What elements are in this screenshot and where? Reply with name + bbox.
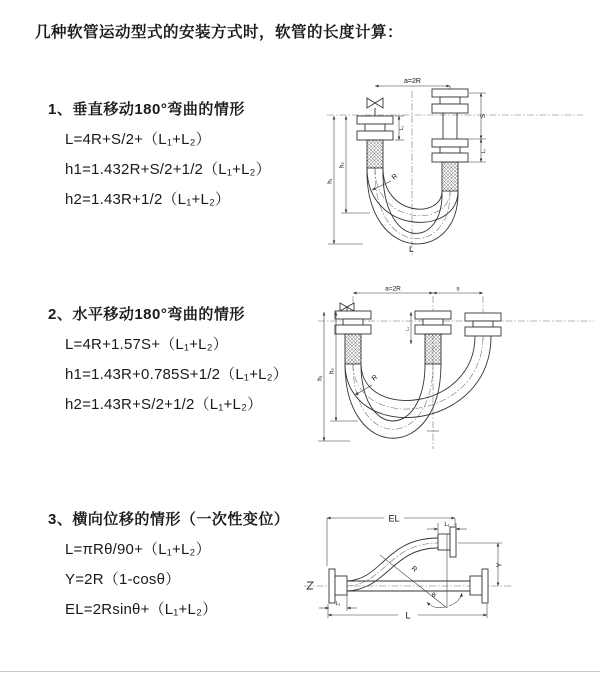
- dim-label-l1-top: L₁: [444, 522, 450, 528]
- dim-label-a2r: a=2R: [404, 78, 421, 85]
- formula-line: Y=2R（1-cosθ）: [65, 571, 181, 588]
- flange: [432, 89, 468, 97]
- section-3-text: [48, 511, 328, 618]
- flange: [415, 311, 451, 319]
- flange: [465, 313, 501, 321]
- braided-section: [367, 140, 383, 168]
- angle-arc-left: [427, 602, 445, 608]
- length-label: L: [405, 610, 411, 621]
- centerline-break-mark: [307, 582, 313, 589]
- dim-label-el: EL: [388, 513, 400, 524]
- formula-line: L=4R+1.57S+（L₁+L₂）: [65, 336, 228, 353]
- valve-icon: [340, 303, 354, 311]
- hose-centerlines: [353, 336, 483, 429]
- hose-centerlines: [375, 168, 450, 239]
- diagram-horizontal-180-bend: [310, 283, 600, 460]
- diagram-labels: [336, 514, 504, 621]
- formula-line: L=πRθ/90+（L₁+L₂）: [65, 541, 211, 558]
- radius-label: R: [409, 565, 419, 574]
- left-flange: [329, 569, 347, 603]
- valve-icon: [367, 98, 383, 116]
- formula-line: h2=1.43R+S/2+1/2（L₁+L₂）: [65, 396, 263, 413]
- dim-label-y: Y: [496, 562, 504, 568]
- dim-label-l1-left: L₁: [335, 601, 341, 607]
- left-pipe-assembly: [357, 98, 393, 168]
- radius-construction-line: [380, 555, 447, 608]
- dim-label-h1: h₁: [327, 178, 334, 184]
- flange: [357, 116, 393, 124]
- formula-line: h1=1.43R+0.785S+1/2（L₁+L₂）: [65, 366, 288, 383]
- section-3-heading: 3、横向位移的情形（一次性变位）: [48, 511, 290, 528]
- dim-label-l1: L₁: [404, 326, 410, 332]
- braided-section: [345, 334, 361, 364]
- formula-line: L=4R+S/2+（L₁+L₂）: [65, 131, 211, 148]
- radius-leader-arrow: [372, 181, 391, 190]
- page-title: 几种软管运动型式的安装方式时，软管的长度计算：: [35, 24, 404, 41]
- angle-arc-right: [449, 593, 462, 606]
- section-2-heading: 2、水平移动180°弯曲的情形: [48, 306, 245, 323]
- braided-section: [442, 162, 458, 191]
- formula-line: EL=2Rsinθ+（L₁+L₂）: [65, 601, 218, 618]
- dim-label-h2: h₂: [339, 162, 346, 168]
- section-2-text: [48, 306, 328, 413]
- right-pipe-assembly: [432, 89, 468, 191]
- middle-pipe-assembly: [415, 311, 451, 364]
- angle-label: θ: [432, 592, 436, 599]
- dim-label-h2: h₂: [329, 368, 336, 374]
- dimension-lines: [319, 518, 502, 618]
- hose-curves: [345, 336, 491, 438]
- radius-label: R: [390, 172, 400, 182]
- radius-label: R: [370, 373, 380, 383]
- dim-label-s: s: [456, 285, 460, 293]
- formula-line: h1=1.432R+S/2+1/2（L₁+L₂）: [65, 161, 271, 178]
- flange: [432, 139, 468, 147]
- dim-label-s: S: [480, 113, 487, 119]
- dim-label-a2r: a=2R: [385, 285, 401, 293]
- displaced-pipe-assembly: [465, 313, 501, 336]
- length-label: L: [409, 244, 414, 254]
- braided-section: [425, 334, 441, 364]
- lower-right-flange: [470, 569, 488, 603]
- dim-label-h1: h₁: [317, 375, 324, 381]
- left-pipe-assembly: [335, 303, 371, 364]
- flange: [335, 311, 371, 319]
- page-bottom-edge: [0, 671, 600, 672]
- formula-line: h2=1.43R+1/2（L₁+L₂）: [65, 191, 231, 208]
- dim-label-l1-right: L₁: [481, 148, 487, 154]
- section-1-heading: 1、垂直移动180°弯曲的情形: [48, 101, 245, 118]
- dim-label-l1-flange: L₁: [399, 125, 405, 131]
- section-1-text: [48, 101, 328, 208]
- diagram-lateral-displacement: [298, 498, 600, 660]
- diagram-vertical-180-bend: [315, 73, 590, 258]
